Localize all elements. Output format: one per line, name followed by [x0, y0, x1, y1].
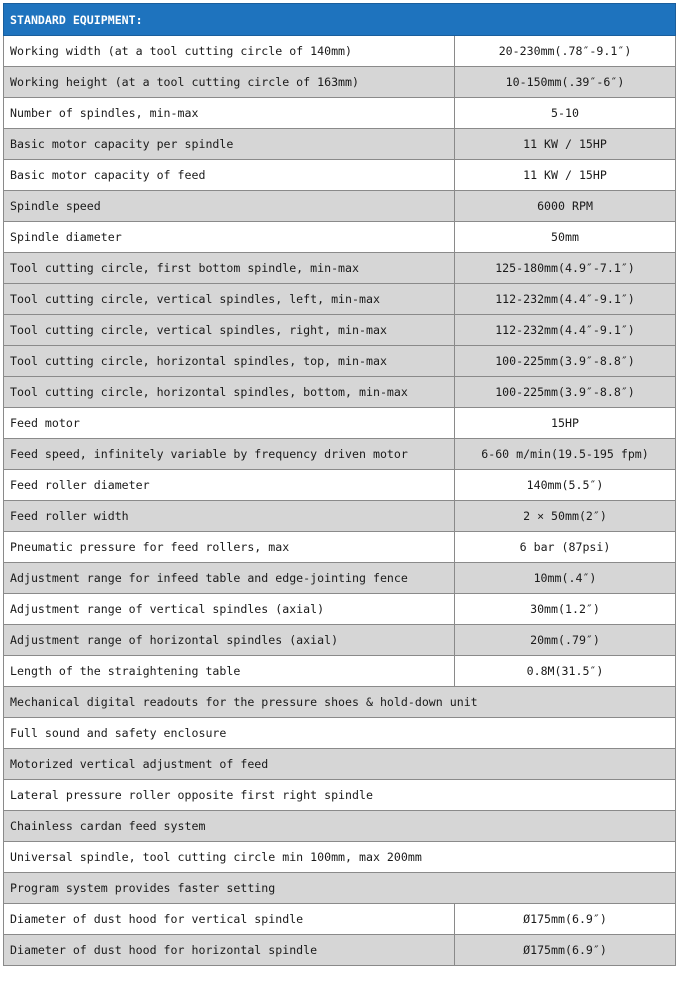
row-label: Feed speed, infinitely variable by frequency driven motor [4, 439, 455, 470]
table-row-full [4, 873, 676, 904]
table-row-full [4, 780, 676, 811]
table-row [4, 935, 676, 966]
table-row [4, 160, 676, 191]
table-row [4, 904, 676, 935]
table-row-full [4, 687, 676, 718]
row-label: Tool cutting circle, horizontal spindles, bottom, min-max [4, 377, 455, 408]
row-label: Adjustment range of vertical spindles (axial) [4, 594, 455, 625]
row-label: Diameter of dust hood for horizontal spindle [4, 935, 455, 966]
table-row [4, 284, 676, 315]
row-value: 6 bar (87psi) [455, 532, 676, 563]
row-value: 2 × 50mm(2″) [455, 501, 676, 532]
row-label: Feed roller width [4, 501, 455, 532]
row-label: Number of spindles, min-max [4, 98, 455, 129]
row-label: Basic motor capacity of feed [4, 160, 455, 191]
row-value: 15HP [455, 408, 676, 439]
row-label: Diameter of dust hood for vertical spindle [4, 904, 455, 935]
row-value: 112-232mm(4.4″-9.1″) [455, 284, 676, 315]
table-row [4, 408, 676, 439]
row-label: Mechanical digital readouts for the pressure shoes & hold-down unit [4, 687, 676, 718]
row-value: 125-180mm(4.9″-7.1″) [455, 253, 676, 284]
row-label: Lateral pressure roller opposite first right spindle [4, 780, 676, 811]
table-row [4, 253, 676, 284]
table-row [4, 625, 676, 656]
table-row [4, 377, 676, 408]
table-row [4, 191, 676, 222]
standard-equipment-table [3, 3, 676, 966]
row-value: 11 KW / 15HP [455, 160, 676, 191]
row-value: Ø175mm(6.9″) [455, 904, 676, 935]
row-value: 20-230mm(.78″-9.1″) [455, 36, 676, 67]
table-header-row [4, 4, 676, 36]
row-label: Motorized vertical adjustment of feed [4, 749, 676, 780]
row-value: Ø175mm(6.9″) [455, 935, 676, 966]
row-label: Length of the straightening table [4, 656, 455, 687]
row-label: Program system provides faster setting [4, 873, 676, 904]
row-label: Tool cutting circle, vertical spindles, right, min-max [4, 315, 455, 346]
row-value: 0.8M(31.5″) [455, 656, 676, 687]
row-label: Working width (at a tool cutting circle of 140mm) [4, 36, 455, 67]
table-row [4, 315, 676, 346]
row-label: Feed roller diameter [4, 470, 455, 501]
row-label: Full sound and safety enclosure [4, 718, 676, 749]
table-row [4, 532, 676, 563]
table-row [4, 36, 676, 67]
row-label: Universal spindle, tool cutting circle min 100mm, max 200mm [4, 842, 676, 873]
row-value: 50mm [455, 222, 676, 253]
row-label: Spindle diameter [4, 222, 455, 253]
table-row-full [4, 718, 676, 749]
table-row [4, 656, 676, 687]
table-row [4, 98, 676, 129]
row-value: 30mm(1.2″) [455, 594, 676, 625]
row-label: Chainless cardan feed system [4, 811, 676, 842]
row-label: Adjustment range for infeed table and edge-jointing fence [4, 563, 455, 594]
table-row [4, 594, 676, 625]
table-row [4, 470, 676, 501]
row-value: 10-150mm(.39″-6″) [455, 67, 676, 98]
row-value: 20mm(.79″) [455, 625, 676, 656]
row-value: 112-232mm(4.4″-9.1″) [455, 315, 676, 346]
table-title: STANDARD EQUIPMENT: [4, 4, 676, 36]
row-value: 100-225mm(3.9″-8.8″) [455, 346, 676, 377]
row-value: 6-60 m/min(19.5-195 fpm) [455, 439, 676, 470]
table-row [4, 439, 676, 470]
table-row [4, 346, 676, 377]
row-value: 11 KW / 15HP [455, 129, 676, 160]
table-row [4, 222, 676, 253]
row-label: Adjustment range of horizontal spindles (axial) [4, 625, 455, 656]
row-value: 140mm(5.5″) [455, 470, 676, 501]
row-label: Spindle speed [4, 191, 455, 222]
row-label: Basic motor capacity per spindle [4, 129, 455, 160]
table-row-full [4, 749, 676, 780]
row-label: Tool cutting circle, horizontal spindles, top, min-max [4, 346, 455, 377]
table-row [4, 129, 676, 160]
table-row [4, 67, 676, 98]
row-value: 10mm(.4″) [455, 563, 676, 594]
row-label: Pneumatic pressure for feed rollers, max [4, 532, 455, 563]
row-label: Working height (at a tool cutting circle of 163mm) [4, 67, 455, 98]
row-label: Feed motor [4, 408, 455, 439]
row-value: 100-225mm(3.9″-8.8″) [455, 377, 676, 408]
table-row [4, 563, 676, 594]
table-row-full [4, 811, 676, 842]
row-label: Tool cutting circle, first bottom spindle, min-max [4, 253, 455, 284]
table-row [4, 501, 676, 532]
table-row-full [4, 842, 676, 873]
row-value: 6000 RPM [455, 191, 676, 222]
row-value: 5-10 [455, 98, 676, 129]
row-label: Tool cutting circle, vertical spindles, left, min-max [4, 284, 455, 315]
